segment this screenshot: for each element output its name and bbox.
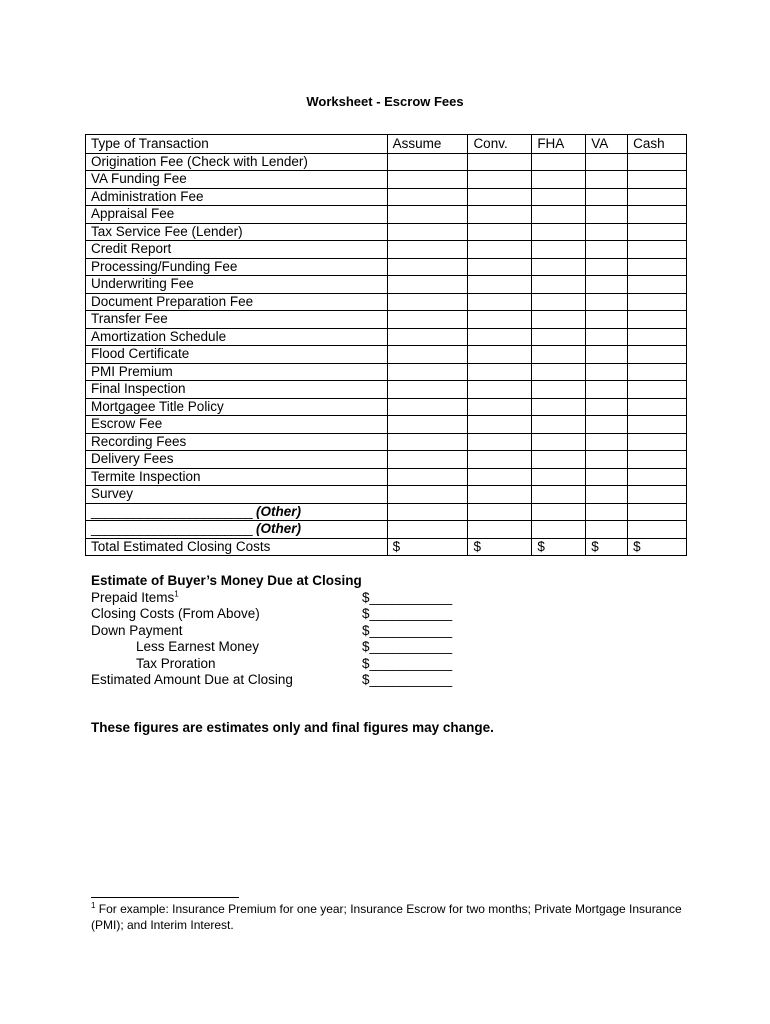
fee-row-tax-service-fee-lender	[86, 223, 687, 241]
fee-row-flood-certificate	[86, 346, 687, 364]
estimate-row-tax-proration	[91, 655, 453, 673]
fee-entry-cell[interactable]	[468, 293, 532, 311]
header-va: VA	[586, 135, 628, 154]
total-amount-cell[interactable]: $	[586, 538, 628, 556]
fee-row-delivery-fees	[86, 451, 687, 469]
fee-entry-cell[interactable]	[468, 521, 532, 539]
estimate-amount-field[interactable]: $___________	[362, 672, 453, 687]
fee-entry-cell[interactable]	[628, 363, 687, 381]
fee-entry-cell[interactable]	[586, 153, 628, 171]
fee-entry-cell[interactable]	[387, 486, 468, 504]
fee-entry-cell[interactable]	[468, 381, 532, 399]
disclaimer-text: These figures are estimates only and final figures may change.	[91, 720, 494, 735]
fee-entry-cell[interactable]	[468, 223, 532, 241]
fee-entry-cell[interactable]	[586, 381, 628, 399]
estimate-row-less-earnest-money	[91, 639, 453, 656]
fee-entry-cell[interactable]	[468, 363, 532, 381]
fee-label: Recording Fees	[86, 433, 388, 451]
fee-label: Mortgagee Title Policy	[86, 398, 388, 416]
fee-entry-cell[interactable]	[628, 293, 687, 311]
page-title: Worksheet - Escrow Fees	[306, 94, 464, 109]
fee-entry-cell[interactable]	[532, 276, 586, 294]
fee-entry-cell[interactable]	[387, 503, 468, 521]
total-label: Total Estimated Closing Costs	[86, 538, 388, 556]
fee-entry-cell[interactable]	[387, 293, 468, 311]
footnote-marker: 1	[174, 589, 179, 598]
fee-entry-cell[interactable]	[628, 311, 687, 329]
fee-row-credit-report	[86, 241, 687, 259]
total-amount-cell[interactable]: $	[468, 538, 532, 556]
fee-entry-cell[interactable]	[586, 521, 628, 539]
fee-entry-cell[interactable]	[628, 188, 687, 206]
total-amount-cell[interactable]: $	[387, 538, 468, 556]
fee-entry-cell[interactable]	[532, 521, 586, 539]
fee-entry-cell[interactable]	[387, 416, 468, 434]
fee-row-va-funding-fee	[86, 171, 687, 189]
fee-entry-cell[interactable]	[586, 311, 628, 329]
fee-entry-cell[interactable]	[628, 153, 687, 171]
fee-row-final-inspection	[86, 381, 687, 399]
fee-entry-cell[interactable]	[628, 206, 687, 224]
fee-label: Flood Certificate	[86, 346, 388, 364]
fee-entry-cell[interactable]	[532, 503, 586, 521]
footnote-divider	[91, 897, 239, 898]
estimate-label: Tax Proration	[136, 655, 216, 671]
fee-entry-cell[interactable]	[628, 398, 687, 416]
fee-entry-cell[interactable]	[532, 468, 586, 486]
fee-entry-cell[interactable]	[387, 153, 468, 171]
fee-entry-cell[interactable]	[628, 276, 687, 294]
other-label: (Other)	[255, 521, 301, 536]
fee-entry-cell[interactable]	[628, 451, 687, 469]
estimate-label: Prepaid Items	[91, 589, 175, 605]
fee-row-transfer-fee	[86, 311, 687, 329]
fee-entry-cell[interactable]	[387, 258, 468, 276]
fee-entry-cell[interactable]	[532, 241, 586, 259]
fee-label: Escrow Fee	[86, 416, 388, 434]
footnote	[91, 902, 691, 933]
fee-label: Document Preparation Fee	[86, 293, 388, 311]
fee-row-pmi-premium	[86, 363, 687, 381]
fee-entry-cell[interactable]	[628, 416, 687, 434]
fee-entry-cell[interactable]	[387, 451, 468, 469]
estimate-label: Down Payment	[91, 622, 183, 638]
fee-entry-cell[interactable]	[387, 521, 468, 539]
header-cash: Cash	[628, 135, 687, 154]
fee-entry-cell[interactable]	[628, 346, 687, 364]
footnote-number: 1	[91, 901, 96, 910]
header-fha: FHA	[532, 135, 586, 154]
fee-entry-cell[interactable]	[532, 188, 586, 206]
fee-row-other	[86, 521, 687, 539]
fee-entry-cell[interactable]	[532, 206, 586, 224]
fee-row-appraisal-fee	[86, 206, 687, 224]
fee-entry-cell[interactable]	[468, 328, 532, 346]
fee-entry-cell[interactable]	[387, 328, 468, 346]
fee-entry-cell[interactable]	[586, 206, 628, 224]
estimate-label: Estimated Amount Due at Closing	[91, 672, 293, 687]
fee-entry-cell[interactable]	[532, 153, 586, 171]
fee-entry-cell[interactable]	[532, 346, 586, 364]
table-header-row	[86, 135, 687, 154]
fee-entry-cell[interactable]	[468, 398, 532, 416]
fee-entry-cell[interactable]	[468, 451, 532, 469]
fee-entry-cell[interactable]	[586, 486, 628, 504]
estimate-amount-field[interactable]: $___________	[362, 655, 453, 671]
fee-entry-cell[interactable]	[387, 171, 468, 189]
fee-entry-cell[interactable]	[387, 241, 468, 259]
fee-label: Survey	[86, 486, 388, 504]
fee-row-amortization-schedule	[86, 328, 687, 346]
other-fee-name-field[interactable]: _______________________	[91, 521, 253, 536]
fee-label: Transfer Fee	[86, 311, 388, 329]
estimate-row-down-payment	[91, 622, 453, 640]
fee-label: Administration Fee	[86, 188, 388, 206]
estimate-amount-field[interactable]: $___________	[362, 606, 453, 621]
fee-row-termite-inspection	[86, 468, 687, 486]
fee-row-administration-fee	[86, 188, 687, 206]
fee-entry-cell[interactable]	[586, 188, 628, 206]
fee-entry-cell[interactable]	[532, 363, 586, 381]
estimate-amount-field[interactable]: $___________	[362, 589, 453, 605]
fee-label: Underwriting Fee	[86, 276, 388, 294]
other-fee-name-field[interactable]: _______________________	[91, 503, 253, 519]
fee-entry-cell[interactable]	[387, 363, 468, 381]
footnote-text: For example: Insurance Premium for one year; Insurance Escrow for two months; Private Mortgage Insurance (PMI); and Interim Interest.	[91, 902, 682, 932]
fee-entry-cell[interactable]	[532, 433, 586, 451]
fee-entry-cell[interactable]	[532, 171, 586, 189]
fee-entry-cell[interactable]	[586, 171, 628, 189]
fee-entry-cell[interactable]	[628, 521, 687, 539]
fee-entry-cell[interactable]	[468, 346, 532, 364]
fee-entry-cell[interactable]	[468, 258, 532, 276]
fee-entry-cell[interactable]	[628, 223, 687, 241]
fee-entry-cell[interactable]	[468, 171, 532, 189]
fee-entry-cell[interactable]	[468, 433, 532, 451]
fee-label: Credit Report	[86, 241, 388, 259]
fee-entry-cell[interactable]	[532, 258, 586, 276]
fee-entry-cell[interactable]	[586, 451, 628, 469]
fee-row-processing-funding-fee	[86, 258, 687, 276]
fee-entry-cell[interactable]	[387, 311, 468, 329]
fee-entry-cell[interactable]	[628, 241, 687, 259]
fee-label: Tax Service Fee (Lender)	[86, 223, 388, 241]
fee-entry-cell[interactable]	[468, 311, 532, 329]
fee-entry-cell[interactable]	[586, 416, 628, 434]
fee-entry-cell[interactable]	[586, 468, 628, 486]
fee-entry-cell[interactable]	[468, 206, 532, 224]
total-amount-cell[interactable]: $	[532, 538, 586, 556]
fee-entry-cell[interactable]	[387, 188, 468, 206]
fee-entry-cell[interactable]	[586, 258, 628, 276]
fee-entry-cell[interactable]	[468, 486, 532, 504]
estimate-label: Less Earnest Money	[136, 639, 260, 654]
estimate-label: Closing Costs (From Above)	[91, 606, 260, 621]
fee-row-survey	[86, 486, 687, 504]
fee-entry-cell[interactable]	[468, 241, 532, 259]
fee-entry-cell[interactable]	[586, 276, 628, 294]
fee-entry-cell[interactable]	[628, 468, 687, 486]
fee-label: Amortization Schedule	[86, 328, 388, 346]
fee-entry-cell[interactable]	[532, 416, 586, 434]
fee-entry-cell[interactable]	[586, 363, 628, 381]
fee-row-origination-fee-check-with-lender	[86, 153, 687, 171]
fee-label: Final Inspection	[86, 381, 388, 399]
fee-entry-cell[interactable]	[586, 293, 628, 311]
fee-entry-cell[interactable]	[387, 381, 468, 399]
fee-entry-cell[interactable]	[628, 258, 687, 276]
fee-entry-cell[interactable]	[387, 223, 468, 241]
fee-entry-cell[interactable]	[387, 468, 468, 486]
total-amount-cell[interactable]: $	[628, 538, 687, 556]
fee-label: VA Funding Fee	[86, 171, 388, 189]
fee-label: Delivery Fees	[86, 451, 388, 469]
fee-entry-cell[interactable]	[532, 398, 586, 416]
fee-entry-cell[interactable]	[468, 416, 532, 434]
fee-entry-cell[interactable]	[586, 223, 628, 241]
fee-entry-cell[interactable]	[586, 433, 628, 451]
fee-row-escrow-fee	[86, 416, 687, 434]
fee-entry-cell[interactable]	[468, 153, 532, 171]
fee-entry-cell[interactable]	[628, 328, 687, 346]
fee-entry-cell[interactable]	[387, 346, 468, 364]
fee-row-underwriting-fee	[86, 276, 687, 294]
fee-label: Origination Fee (Check with Lender)	[86, 153, 388, 171]
fee-entry-cell[interactable]	[628, 433, 687, 451]
fee-entry-cell[interactable]	[532, 293, 586, 311]
fee-entry-cell[interactable]	[628, 171, 687, 189]
fee-entry-cell[interactable]	[628, 503, 687, 521]
fee-entry-cell[interactable]	[628, 381, 687, 399]
fee-row-mortgagee-title-policy	[86, 398, 687, 416]
estimate-heading: Estimate of Buyer’s Money Due at Closing	[91, 573, 362, 588]
estimate-row-amount-due	[91, 672, 453, 689]
fee-row-document-preparation-fee	[86, 293, 687, 311]
fee-entry-cell[interactable]	[532, 311, 586, 329]
fee-entry-cell[interactable]	[468, 188, 532, 206]
fee-row-other	[86, 503, 687, 521]
fee-entry-cell[interactable]	[387, 206, 468, 224]
fee-entry-cell[interactable]	[387, 276, 468, 294]
header-conv: Conv.	[468, 135, 532, 154]
escrow-fees-table	[85, 134, 687, 556]
fee-label: Appraisal Fee	[86, 206, 388, 224]
fee-entry-cell[interactable]	[628, 486, 687, 504]
fee-entry-cell[interactable]	[586, 346, 628, 364]
estimate-amount-field[interactable]: $___________	[362, 639, 453, 654]
estimate-row-prepaid-items	[91, 589, 453, 607]
fee-entry-cell[interactable]	[586, 503, 628, 521]
fee-entry-cell[interactable]	[586, 328, 628, 346]
fee-row-recording-fees	[86, 433, 687, 451]
fee-entry-cell[interactable]	[468, 468, 532, 486]
fee-entry-cell[interactable]	[532, 223, 586, 241]
other-label: (Other)	[255, 503, 301, 519]
fee-entry-cell[interactable]	[532, 381, 586, 399]
buyer-money-estimate	[91, 573, 453, 689]
fee-label: Termite Inspection	[86, 468, 388, 486]
fee-label: PMI Premium	[86, 363, 388, 381]
header-type-of-transaction: Type of Transaction	[86, 135, 388, 154]
fee-entry-cell[interactable]	[468, 276, 532, 294]
fee-entry-cell[interactable]	[586, 398, 628, 416]
fee-label: Processing/Funding Fee	[86, 258, 388, 276]
estimate-amount-field[interactable]: $___________	[362, 622, 453, 638]
fee-entry-cell[interactable]	[387, 433, 468, 451]
fee-entry-cell[interactable]	[532, 328, 586, 346]
fee-entry-cell[interactable]	[387, 398, 468, 416]
fee-entry-cell[interactable]	[586, 241, 628, 259]
fee-entry-cell[interactable]	[532, 486, 586, 504]
fee-entry-cell[interactable]	[532, 451, 586, 469]
fee-entry-cell[interactable]	[468, 503, 532, 521]
header-assume: Assume	[387, 135, 468, 154]
estimate-row-closing-costs	[91, 606, 453, 623]
total-closing-costs-row	[86, 538, 687, 556]
